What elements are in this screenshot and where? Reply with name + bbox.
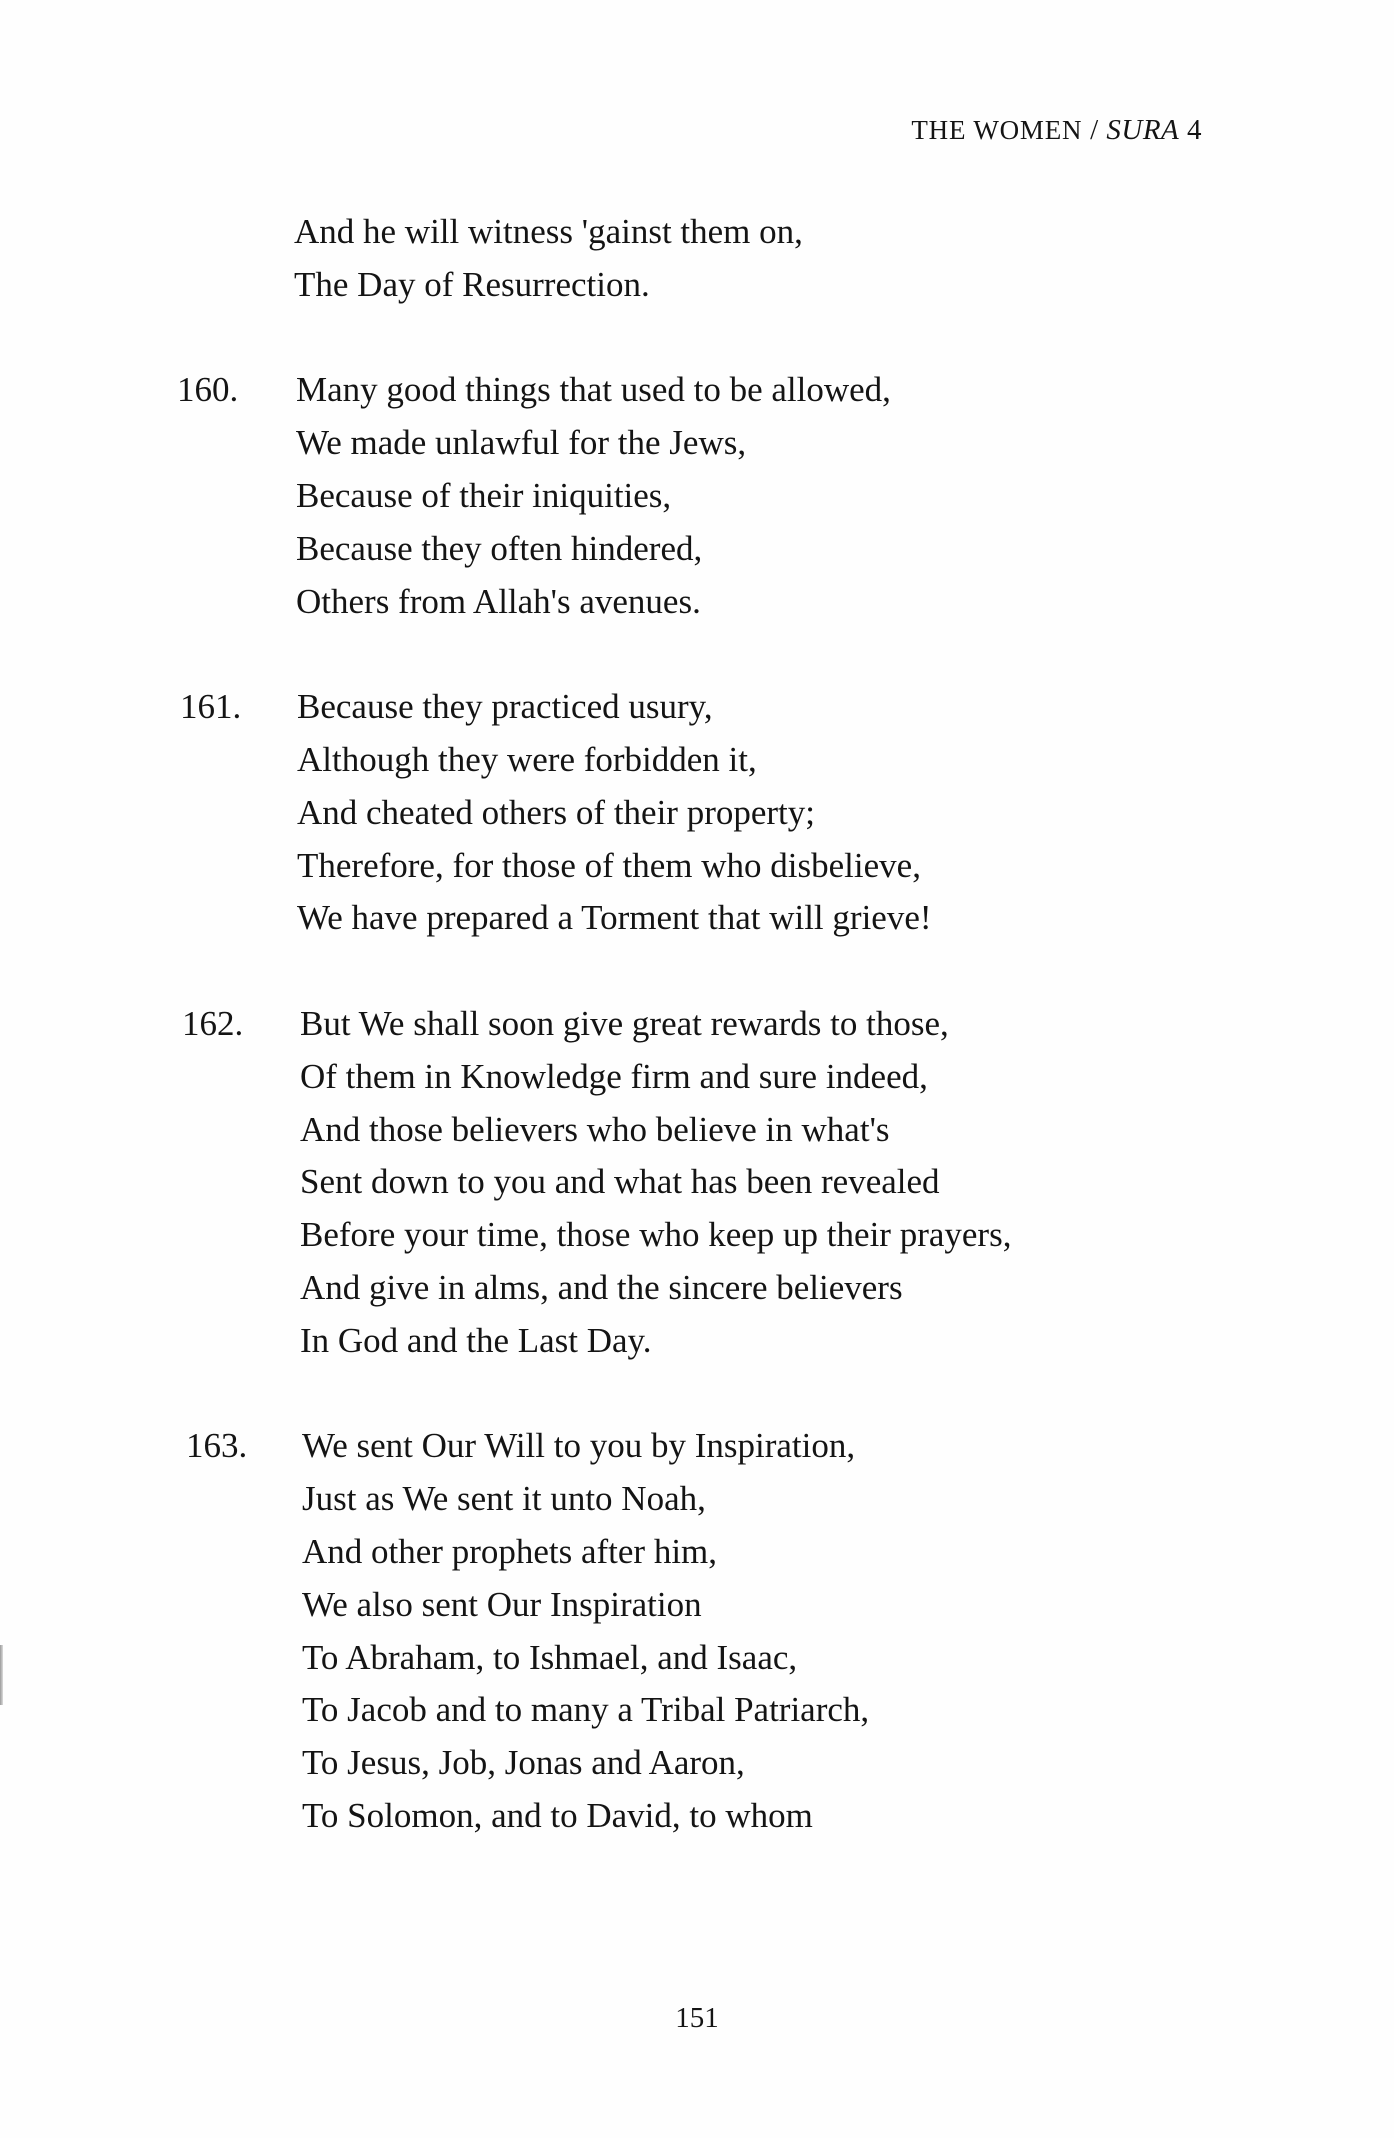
stanza-160 (0, 364, 1394, 628)
verse-line: But We shall soon give great rewards to those, (300, 1003, 949, 1043)
verse-line: And cheated others of their property; (297, 792, 816, 832)
verse-line: Sent down to you and what has been revealed (300, 1162, 940, 1202)
verse-line: We also sent Our Inspiration (302, 1584, 702, 1624)
scan-edge-mark (0, 1645, 3, 1705)
verse-line: To Jacob and to many a Tribal Patriarch, (302, 1690, 870, 1730)
verse-number: 161. (180, 687, 242, 727)
stanza-163 (0, 1420, 1394, 1842)
verse-line: Although they were forbidden it, (297, 739, 757, 779)
verse-line: Of them in Knowledge firm and sure indeed, (300, 1056, 928, 1096)
stanza-161 (0, 681, 1394, 945)
verse-line: To Abraham, to Ishmael, and Isaac, (302, 1637, 798, 1677)
verse-line: Just as We sent it unto Noah, (302, 1479, 706, 1519)
verse-line: Before your time, those who keep up their prayers, (300, 1215, 1012, 1255)
running-head-sura-number: 4 (1179, 114, 1202, 146)
verse-number: 162. (182, 1003, 244, 1043)
running-head (911, 112, 1202, 148)
running-head-sura-label: SURA (1106, 114, 1180, 146)
running-head-title: THE WOMEN (911, 115, 1083, 145)
verse-line: In God and the Last Day. (300, 1320, 652, 1360)
verse-line: And he will witness 'gainst them on, (294, 212, 803, 251)
verse-line: We sent Our Will to you by Inspiration, (302, 1426, 856, 1466)
verse-line: We have prepared a Torment that will grieve! (297, 898, 932, 938)
stanza-continuation (0, 206, 1394, 312)
verse-line: Because of their iniquities, (296, 475, 672, 515)
verse-line: To Jesus, Job, Jonas and Aaron, (302, 1743, 745, 1783)
verse-line: Others from Allah's avenues. (296, 581, 701, 621)
verse-number: 160. (177, 370, 239, 410)
verse-line: And other prophets after him, (302, 1531, 718, 1571)
stanza-162 (0, 998, 1394, 1368)
running-head-separator: / (1082, 114, 1107, 146)
verse-line: Many good things that used to be allowed, (296, 370, 891, 410)
verse-line: Therefore, for those of them who disbelieve, (297, 845, 921, 885)
verse-line: Because they practiced usury, (297, 687, 713, 727)
verse-line: The Day of Resurrection. (294, 264, 650, 304)
verse-line: We made unlawful for the Jews, (296, 423, 747, 463)
verse-list (0, 206, 1394, 1896)
verse-line: And those believers who believe in what's (300, 1109, 890, 1149)
verse-line: Because they often hindered, (296, 528, 703, 568)
verse-line: To Solomon, and to David, to whom (302, 1795, 813, 1835)
page-number: 151 (675, 2002, 719, 2034)
verse-line: And give in alms, and the sincere believers (300, 1267, 903, 1307)
verse-number: 163. (186, 1426, 248, 1466)
